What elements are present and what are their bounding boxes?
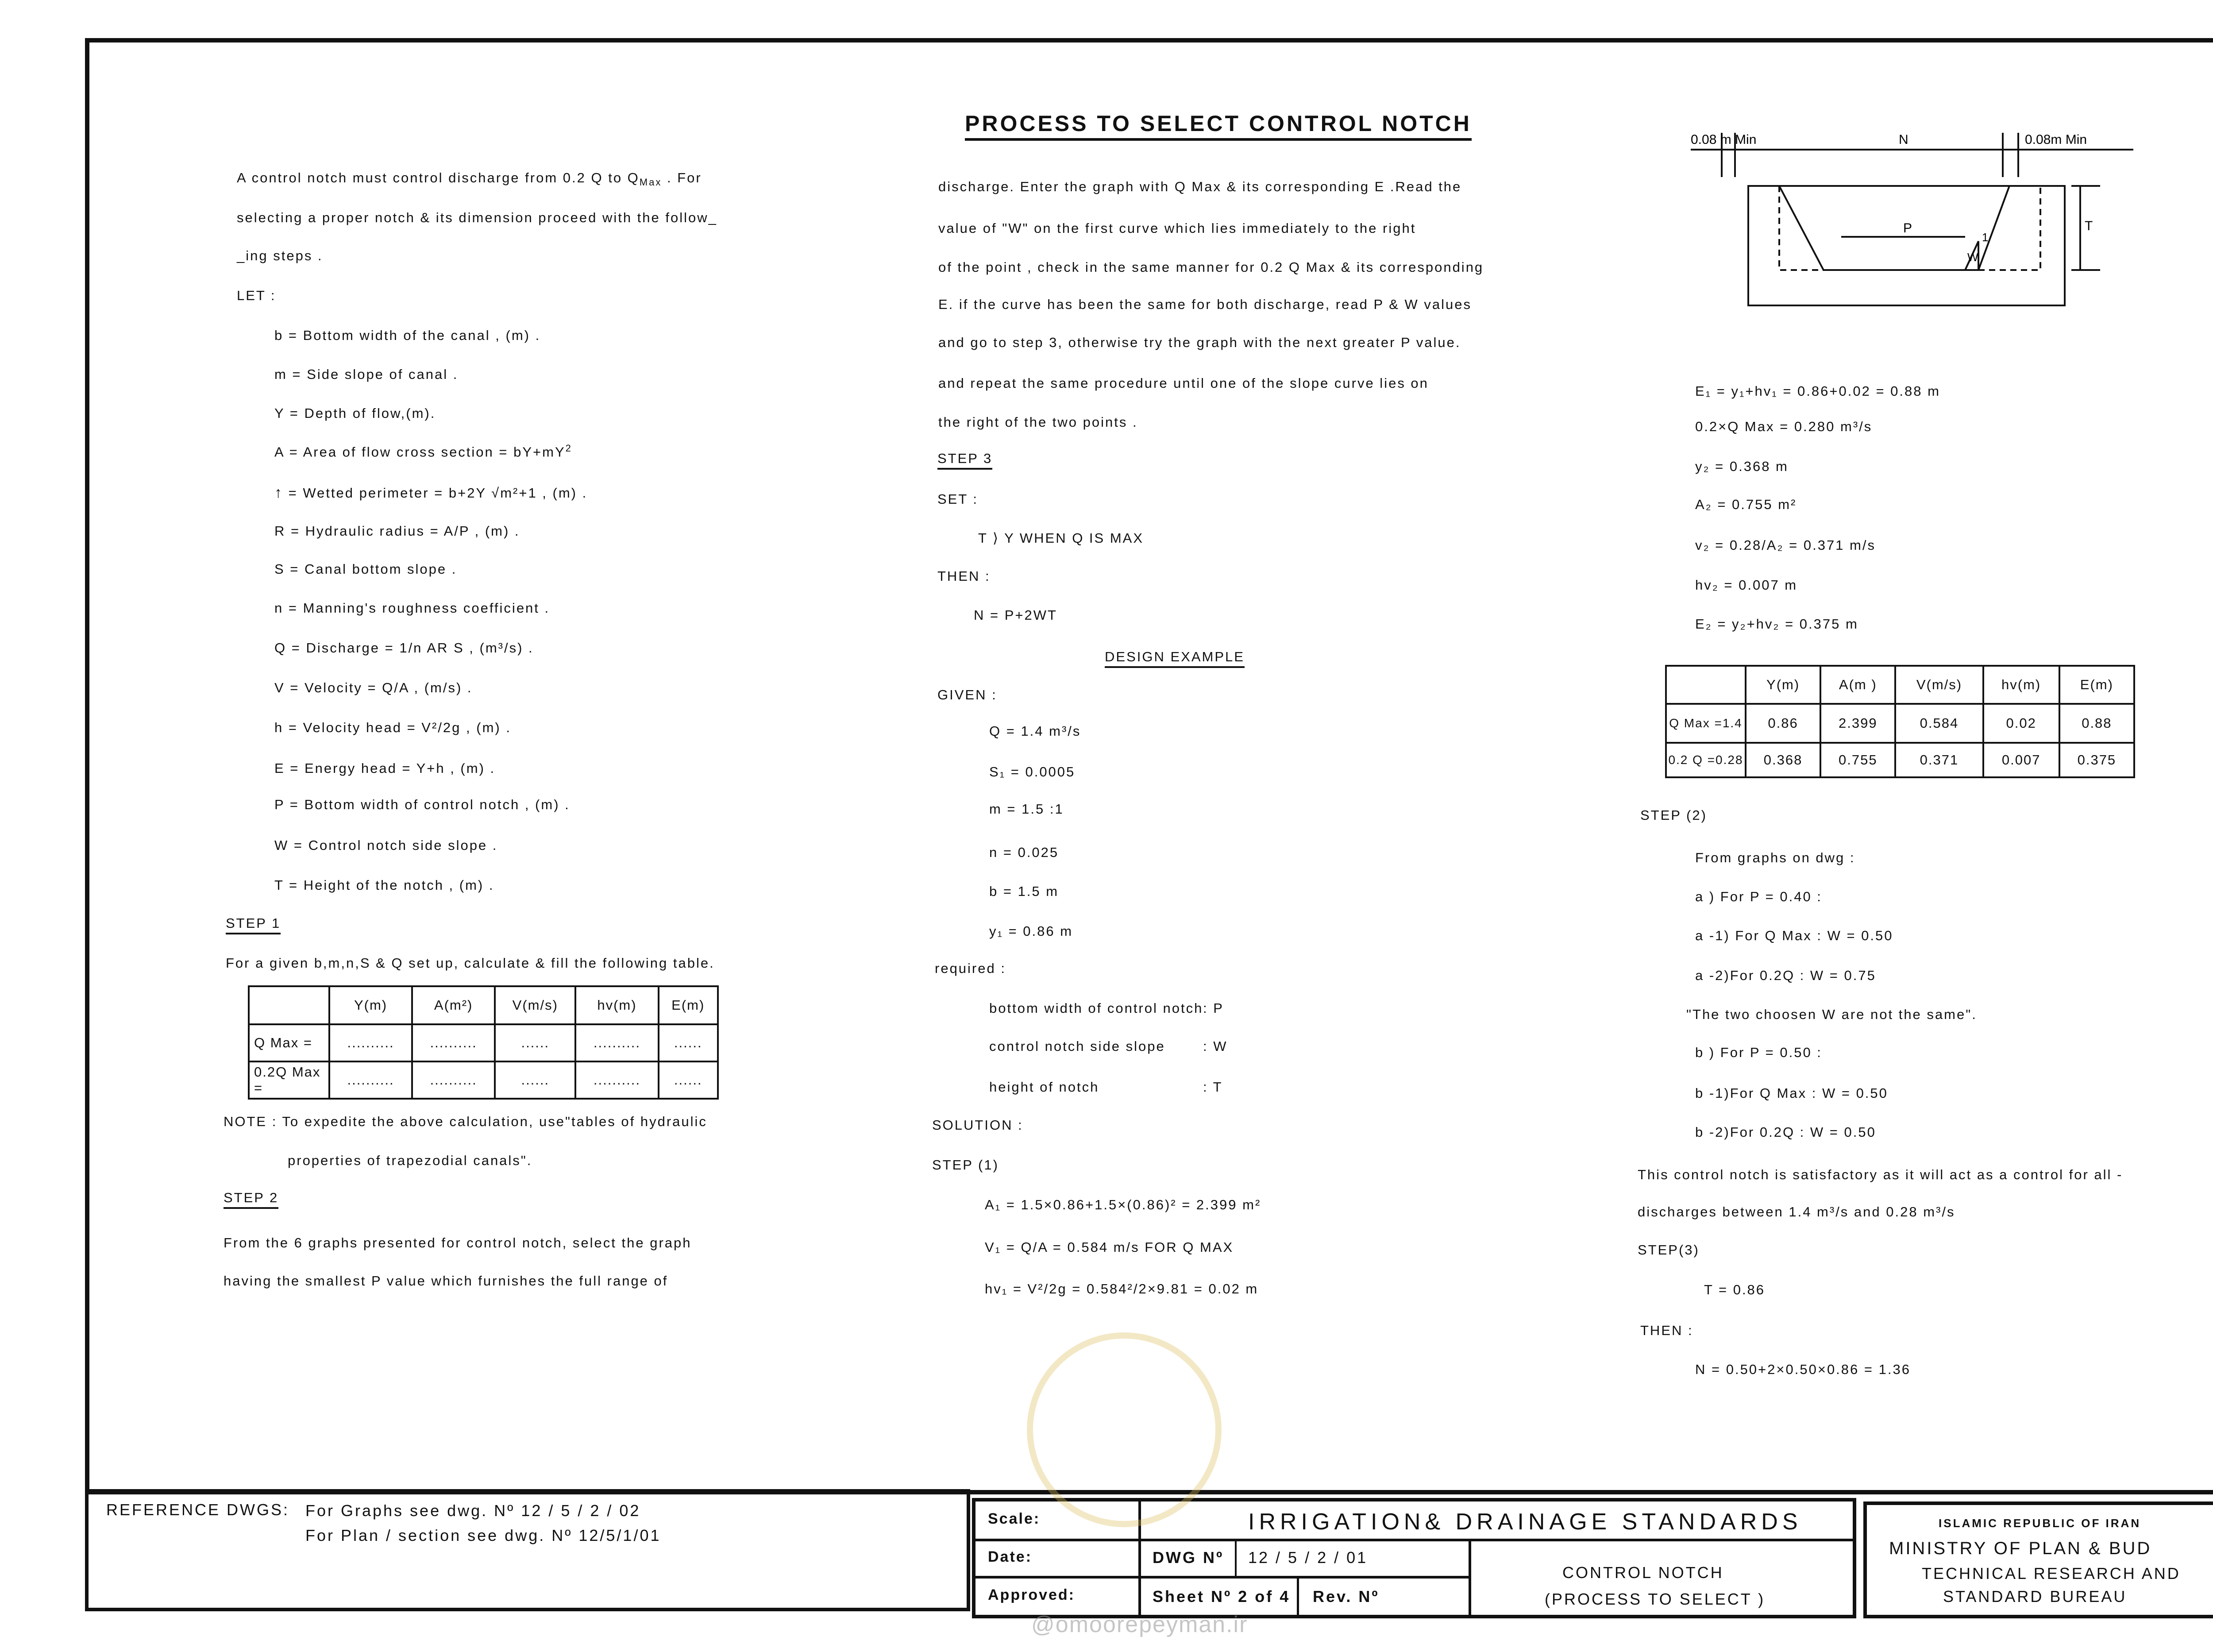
para-line-3: of the point , check in the same manner for 0.2 Q Max & its corresponding [938, 259, 1484, 275]
design-example-heading: DESIGN EXAMPLE [1105, 649, 1245, 668]
calc-y2: y₂ = 0.368 m [1695, 459, 1789, 474]
calc-hv2: hv₂ = 0.007 m [1695, 577, 1798, 593]
step2-line-2: having the smallest P value which furnishes the full range of [224, 1273, 668, 1289]
reference-2: For Plan / section see dwg. Nº 12/5/1/01 [305, 1526, 661, 1544]
def-m: m = Side slope of canal . [274, 367, 459, 382]
subject-line-1: CONTROL NOTCH [1562, 1563, 1724, 1582]
case-b: b ) For P = 0.50 : [1695, 1045, 1822, 1060]
table-header: A(m²) [412, 986, 495, 1024]
diagram-n-label: N [1899, 132, 1908, 147]
intro-line-1: A control notch must control discharge from 0.2 Q to $Q_{Max}$ . For [237, 170, 702, 188]
conclusion-line-1: This control notch is satisfactory as it will act as a control for all - [1638, 1167, 2123, 1182]
dwg-no-label: DWG Nº [1153, 1548, 1224, 1567]
note-line-1: NOTE : To expedite the above calculation, use"tables of hydraulic [224, 1114, 707, 1129]
calc-hv1: hv₁ = V²/2g = 0.584²/2×9.81 = 0.02 m [985, 1281, 1259, 1297]
org-line-2: MINISTRY OF PLAN & BUD [1889, 1539, 2152, 1558]
para-line-2: value of "W" on the first curve which lies immediately to the right [938, 220, 1416, 236]
note-line-2: properties of trapezodial canals". [288, 1153, 532, 1168]
step1-text: For a given b,m,n,S & Q set up, calculate & fill the following table. [226, 955, 715, 971]
approved-label: Approved: [988, 1586, 1075, 1603]
para-line-1: discharge. Enter the graph with Q Max & its corresponding E .Read the [938, 179, 1462, 194]
req-2-sym: : W [1203, 1038, 1228, 1054]
reference-1: For Graphs see dwg. Nº 12 / 5 / 2 / 02 [305, 1501, 641, 1520]
table-row: 0.2Q Max = .......... .......... ...... .......... ...... [249, 1061, 718, 1099]
req-3-sym: : T [1203, 1079, 1223, 1095]
solution-label: SOLUTION : [932, 1117, 1023, 1133]
watermark-seal [1027, 1332, 1222, 1527]
diagram-w-label: W [1967, 251, 1978, 264]
given-label: GIVEN : [937, 687, 997, 702]
calc-e2: E₂ = y₂+hv₂ = 0.375 m [1695, 616, 1858, 632]
given-m: m = 1.5 :1 [989, 801, 1064, 817]
reference-label: REFERENCE DWGS: [106, 1501, 290, 1519]
def-t: T = Height of the notch , (m) . [274, 877, 494, 893]
calc-a2: A₂ = 0.755 m² [1695, 497, 1797, 512]
given-q: Q = 1.4 m³/s [989, 723, 1081, 739]
n-value: N = 0.50+2×0.50×0.86 = 1.36 [1695, 1362, 1911, 1377]
given-n: n = 0.025 [989, 845, 1059, 860]
calc-v2: v₂ = 0.28/A₂ = 0.371 m/s [1695, 537, 1876, 553]
step-1-label: STEP (1) [932, 1157, 999, 1173]
table-header [249, 986, 329, 1024]
given-s: S₁ = 0.0005 [989, 764, 1076, 780]
calc-02q: 0.2×Q Max = 0.280 m³/s [1695, 419, 1873, 434]
case-b1: b -1)For Q Max : W = 0.50 [1695, 1085, 1888, 1101]
diagram-right-label: 0.08m Min [2025, 132, 2087, 147]
case-a1: a -1) For Q Max : W = 0.50 [1695, 928, 1893, 943]
req-1: bottom width of control notch [989, 1000, 1203, 1016]
case-b2: b -2)For 0.2Q : W = 0.50 [1695, 1124, 1876, 1140]
def-v: V = Velocity = Q/A , (m/s) . [274, 680, 473, 695]
case-a: a ) For P = 0.40 : [1695, 889, 1822, 904]
para-line-5: and go to step 3, otherwise try the graph with the next greater P value. [938, 335, 1461, 350]
step2-label: STEP (2) [1640, 807, 1707, 823]
dwg-no-value: 12 / 5 / 2 / 01 [1248, 1548, 1368, 1567]
divider [975, 1539, 1854, 1541]
rev-label: Rev. Nº [1313, 1587, 1380, 1606]
step1-heading: STEP 1 [226, 915, 281, 934]
table-header: V(m/s) [495, 986, 575, 1024]
para-line-7: the right of the two points . [938, 414, 1138, 430]
def-b: b = Bottom width of the canal , (m) . [274, 328, 541, 343]
table-row: Q Max =1.4 0.86 2.399 0.584 0.02 0.88 [1666, 704, 2134, 743]
table-header: hv(m) [1983, 666, 2059, 704]
given-b: b = 1.5 m [989, 884, 1059, 899]
condition: T ⟩ Y WHEN Q IS MAX [978, 530, 1144, 546]
req-3: height of notch [989, 1079, 1099, 1095]
diagram-one-label: 1 [1982, 231, 1989, 244]
def-pw: P = Bottom width of control notch , (m) . [274, 797, 570, 812]
table-header [1666, 666, 1746, 704]
divider [1235, 1540, 1237, 1576]
divider [1297, 1578, 1299, 1616]
let-label: LET : [237, 288, 276, 303]
given-y: y₁ = 0.86 m [989, 923, 1073, 939]
intro-line-2: selecting a proper notch & its dimension proceed with the follow_ [237, 210, 717, 225]
watermark-text: @omoorepeyman.ir [1031, 1612, 1248, 1637]
table-header: A(m ) [1820, 666, 1895, 704]
para-line-6: and repeat the same procedure until one of the slope curve lies on [938, 375, 1429, 391]
para-line-4: E. if the curve has been the same for both discharge, read P & W values [938, 297, 1472, 312]
graphs-line: From graphs on dwg : [1695, 850, 1855, 865]
required-label: required : [935, 961, 1006, 976]
def-a: A = Area of flow cross section = $bY+mY^2$ [274, 443, 572, 460]
org-line-3: TECHNICAL RESEARCH AND [1922, 1564, 2181, 1583]
case-a2: a -2)For 0.2Q : W = 0.75 [1695, 968, 1876, 983]
org-line-4: STANDARD BUREAU [1943, 1587, 2127, 1606]
calc-v1: V₁ = Q/A = 0.584 m/s FOR Q MAX [985, 1239, 1234, 1255]
def-r: R = Hydraulic radius = A/P , (m) . [274, 523, 520, 539]
sheet-label: Sheet Nº 2 of 4 [1153, 1587, 1291, 1606]
def-p: ↑ = Wetted perimeter = b+2Y √m²+1 , (m) . [274, 484, 588, 501]
req-2: control notch side slope [989, 1038, 1165, 1054]
notch-formula: N = P+2WT [974, 607, 1057, 623]
subject-line-2: (PROCESS TO SELECT ) [1545, 1590, 1766, 1608]
standards-title: IRRIGATION& DRAINAGE STANDARDS [1248, 1509, 1802, 1535]
calc-e1: E₁ = y₁+hv₁ = 0.86+0.02 = 0.88 m [1695, 383, 1940, 399]
table-header: hv(m) [575, 986, 658, 1024]
intro-line-3: _ing steps . [237, 248, 323, 263]
table-header: Y(m) [329, 986, 412, 1024]
def-n: n = Manning's roughness coefficient . [274, 600, 550, 616]
conclusion-line-2: discharges between 1.4 m³/s and 0.28 m³/s [1638, 1204, 1955, 1220]
req-1-sym: : P [1203, 1000, 1224, 1016]
calc-a1: A₁ = 1.5×0.86+1.5×(0.86)² = 2.399 m² [985, 1197, 1261, 1212]
divider [975, 1576, 1469, 1579]
table-header: Y(m) [1746, 666, 1820, 704]
def-hv: h = Velocity head = V²/2g , (m) . [274, 720, 511, 735]
table-header: E(m) [2059, 666, 2134, 704]
not-same-note: "The two choosen W are not the same". [1686, 1007, 1977, 1022]
set-label: SET : [937, 491, 978, 507]
table-header: V(m/s) [1895, 666, 1983, 704]
date-label: Date: [988, 1548, 1033, 1565]
step2-heading: STEP 2 [224, 1190, 278, 1209]
table-row: 0.2 Q =0.28 0.368 0.755 0.371 0.007 0.375 [1666, 743, 2134, 777]
step3-heading: STEP 3 [937, 451, 992, 470]
page-title: PROCESS TO SELECT CONTROL NOTCH [965, 111, 1472, 141]
diagram-t-label: T [2085, 219, 2093, 233]
divider [1469, 1540, 1471, 1616]
def-s: S = Canal bottom slope . [274, 561, 457, 577]
def-e: E = Energy head = Y+h , (m) . [274, 760, 496, 776]
step1-table [248, 985, 719, 1100]
def-q: Q = Discharge = 1/n AR S , (m³/s) . [274, 640, 534, 656]
def-y: Y = Depth of flow,(m). [274, 405, 436, 421]
step3-label: STEP(3) [1638, 1242, 1700, 1258]
diagram-p-label: P [1903, 221, 1912, 235]
scale-label: Scale: [988, 1510, 1041, 1527]
example-table [1665, 665, 2135, 778]
then-label: THEN : [937, 568, 991, 584]
t-value: T = 0.86 [1704, 1282, 1766, 1297]
then-label-3: THEN : [1640, 1323, 1693, 1338]
def-w: W = Control notch side slope . [274, 838, 498, 853]
arrow-up-icon: ↑ [274, 484, 283, 501]
table-header: E(m) [659, 986, 718, 1024]
step2-line-1: From the 6 graphs presented for control notch, select the graph [224, 1235, 692, 1251]
org-line-1: ISLAMIC REPUBLIC OF IRAN [1939, 1517, 2141, 1530]
notch-cross-section-diagram [1691, 124, 2160, 310]
table-row: Q Max = .......... .......... ...... .......... ...... [249, 1024, 718, 1061]
diagram-left-label: 0.08 m Min [1691, 132, 1757, 147]
